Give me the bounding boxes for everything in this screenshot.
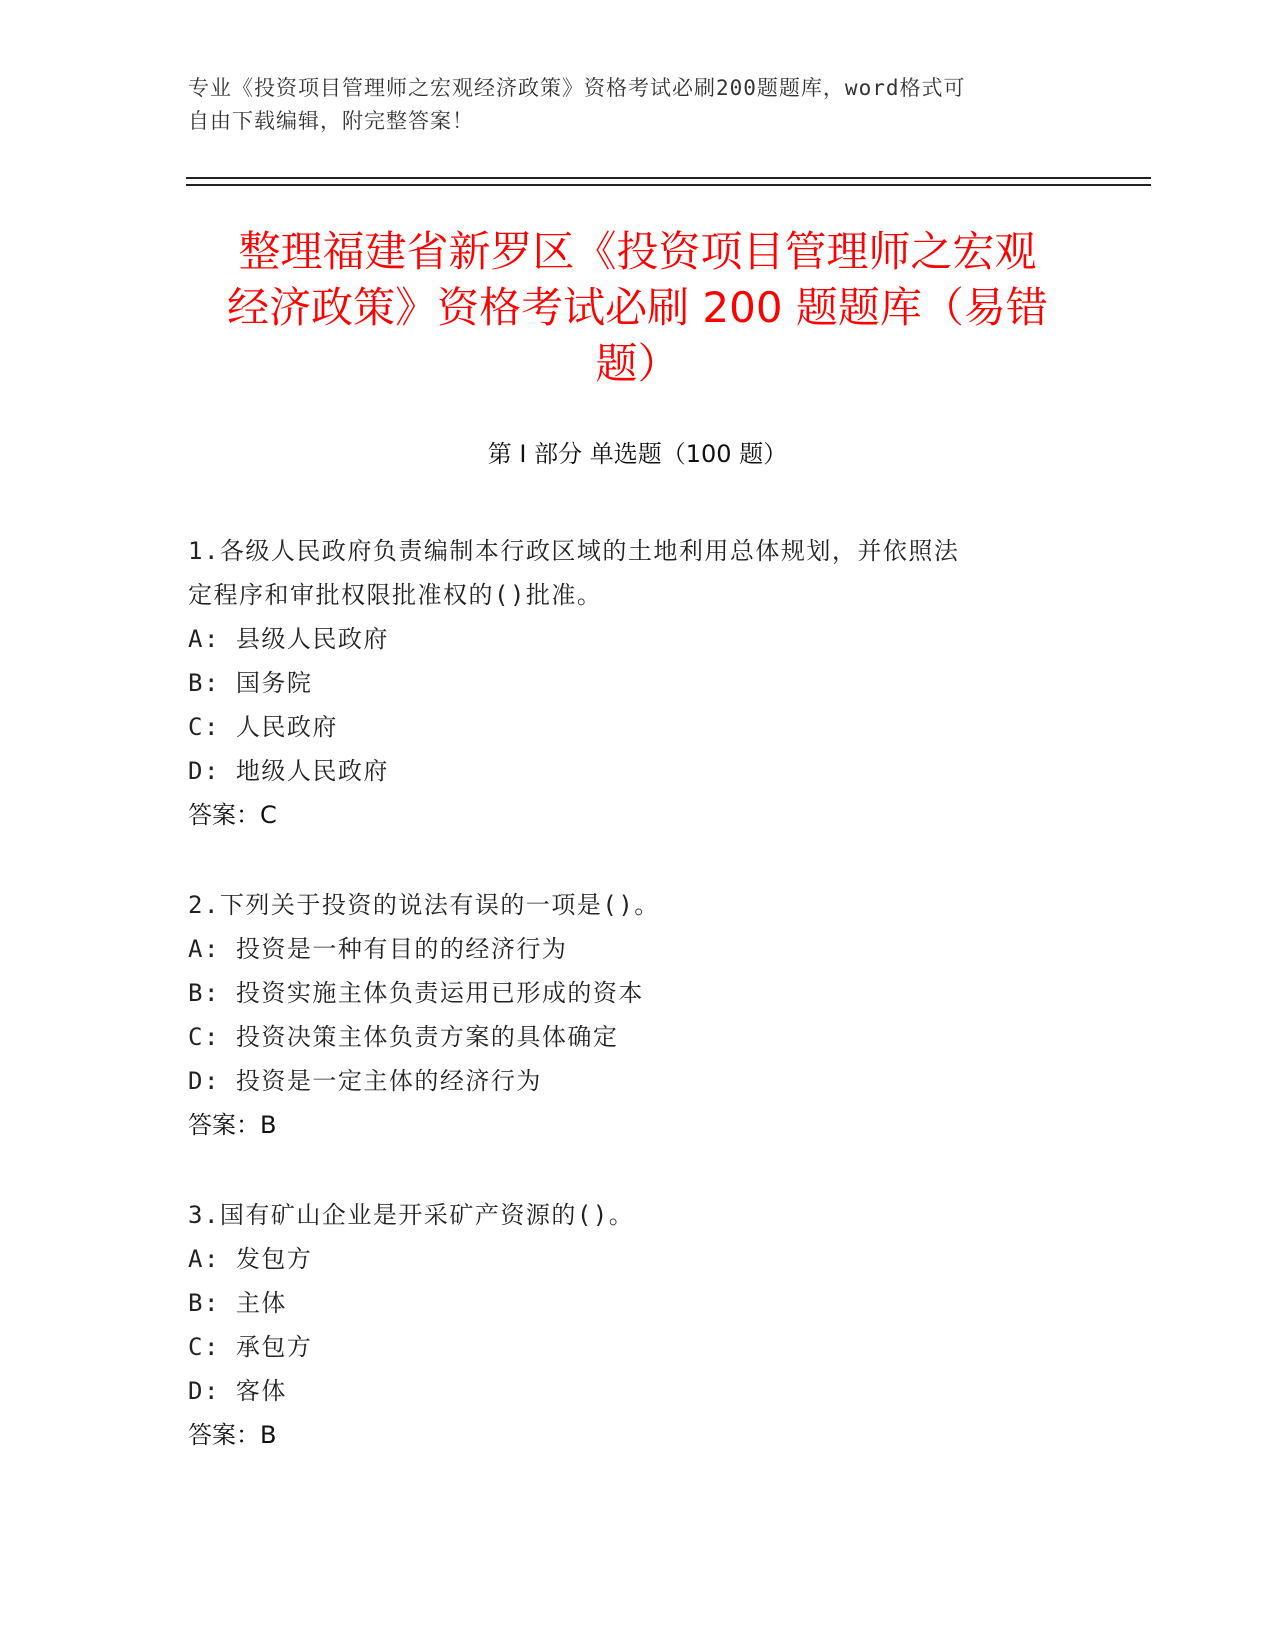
header-note-line: 专业《投资项目管理师之宏观经济政策》资格考试必刷200题题库，word格式可 <box>188 76 966 100</box>
option-b: B: 国务院 <box>188 669 313 697</box>
question-stem: 3.国有矿山企业是开采矿产资源的()。 <box>188 1201 635 1229</box>
option-a: A: 县级人民政府 <box>188 625 389 653</box>
question-stem: 1.各级人民政府负责编制本行政区域的土地利用总体规划，并依照法 <box>188 537 960 565</box>
document-title-line: 题） <box>595 339 680 388</box>
option-d: D: 投资是一定主体的经济行为 <box>188 1067 542 1095</box>
option-a: A: 发包方 <box>188 1245 313 1273</box>
option-c: C: 人民政府 <box>188 713 338 741</box>
question-stem: 2.下列关于投资的说法有误的一项是()。 <box>188 891 660 919</box>
document-title-line: 整理福建省新罗区《投资项目管理师之宏观 <box>238 227 1037 276</box>
header-divider <box>186 177 1151 179</box>
answer-text: 答案：B <box>188 1421 277 1449</box>
option-c: C: 承包方 <box>188 1333 313 1361</box>
section-title: 第 I 部分 单选题（100 题） <box>487 440 788 468</box>
question-item <box>188 529 1068 837</box>
question-item <box>188 883 1068 1147</box>
option-b: B: 投资实施主体负责运用已形成的资本 <box>188 979 644 1007</box>
question-list <box>188 529 1068 1503</box>
header-note <box>188 72 1068 138</box>
option-c: C: 投资决策主体负责方案的具体确定 <box>188 1023 619 1051</box>
header-divider <box>186 184 1151 186</box>
option-d: D: 地级人民政府 <box>188 757 389 785</box>
document-title-line: 经济政策》资格考试必刷 200 题题库（易错 <box>227 283 1048 332</box>
option-a: A: 投资是一种有目的的经济行为 <box>188 935 568 963</box>
option-d: D: 客体 <box>188 1377 287 1405</box>
document-title <box>190 224 1085 392</box>
question-stem: 定程序和审批权限批准权的()批准。 <box>188 581 603 609</box>
header-note-line: 自由下载编辑，附完整答案！ <box>188 109 474 133</box>
answer-text: 答案：B <box>188 1111 277 1139</box>
question-item <box>188 1193 1068 1457</box>
option-b: B: 主体 <box>188 1289 287 1317</box>
answer-text: 答案：C <box>188 801 277 829</box>
